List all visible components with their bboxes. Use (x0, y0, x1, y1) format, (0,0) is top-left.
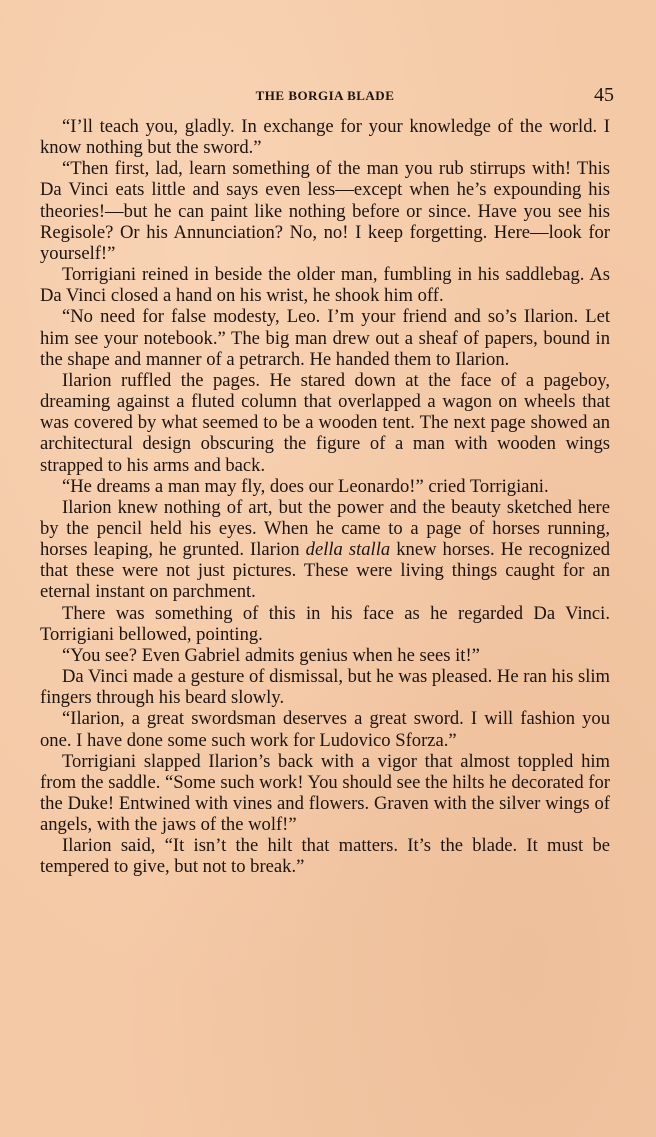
italic-phrase: della stalla (305, 539, 391, 561)
paragraph: “No need for false modesty, Leo. I’m your friend and so’s Ilarion. Let him see your notebook.” The big man drew out a sheaf of papers, bound in the shape and manner of a petrarch. He handed them to Ilarion. (40, 306, 610, 370)
paragraph: Da Vinci made a gesture of dismissal, but he was pleased. He ran his slim fingers through his beard slowly. (40, 666, 610, 709)
paragraph: Torrigiani reined in beside the older man, fumbling in his saddlebag. As Da Vinci closed a hand on his wrist, he shook him off. (40, 264, 610, 307)
page-number: 45 (594, 84, 614, 106)
paragraph (40, 497, 610, 603)
running-head (40, 82, 614, 112)
paragraph: There was something of this in his face as he regarded Da Vinci. Torrigiani bellowed, pointing. (40, 602, 610, 645)
paragraph: Torrigiani slapped Ilarion’s back with a vigor that almost toppled him from the saddle. “Some such work! You should see the hilts he decorated for the Duke! Entwined with vines and flowers. Graven with the silver wings of angels, with the jaws of the wolf!” (40, 750, 610, 836)
body-text (40, 116, 610, 878)
paragraph-text: knew horses. He recognized that these were not just pictures. These were living things caught for an eternal instant on parchment. (40, 539, 611, 603)
book-page (40, 82, 614, 878)
running-title: THE BORGIA BLADE (255, 88, 395, 103)
paragraph: “I’ll teach you, gladly. In exchange for your knowledge of the world. I know nothing but the sword.” (40, 116, 610, 159)
paragraph: “Then first, lad, learn something of the man you rub stirrups with! This Da Vinci eats little and says even less—except when he’s expounding his theories!—but he can paint like nothing before or since. Have you see his Regisole? Or his Annunciation? No, no! I keep forgetting. Here—look for yourself!” (40, 158, 610, 264)
paragraph: “Ilarion, a great swordsman deserves a great sword. I will fashion you one. I have done some such work for Ludovico Sforza.” (40, 708, 610, 751)
paragraph: Ilarion ruffled the pages. He stared down at the face of a pageboy, dreaming against a fluted column that overlapped a wagon on wheels that was covered by what seemed to be a wooden tent. The next page showed an architectural design obscuring the figure of a man with wooden wings strapped to his arms and back. (40, 369, 610, 476)
paragraph-text: Ilarion knew nothing of art, but the power and the beauty sketched here by the pencil held his eyes. When he came to a page of horses running, horses leaping, he grunted. Ilarion (40, 496, 610, 561)
paragraph: Ilarion said, “It isn’t the hilt that matters. It’s the blade. It must be tempered to give, but not to break.” (40, 835, 610, 878)
paragraph: “He dreams a man may fly, does our Leonardo!” cried Torrigiani. (62, 475, 549, 497)
paragraph: “You see? Even Gabriel admits genius when he sees it!” (62, 644, 480, 666)
